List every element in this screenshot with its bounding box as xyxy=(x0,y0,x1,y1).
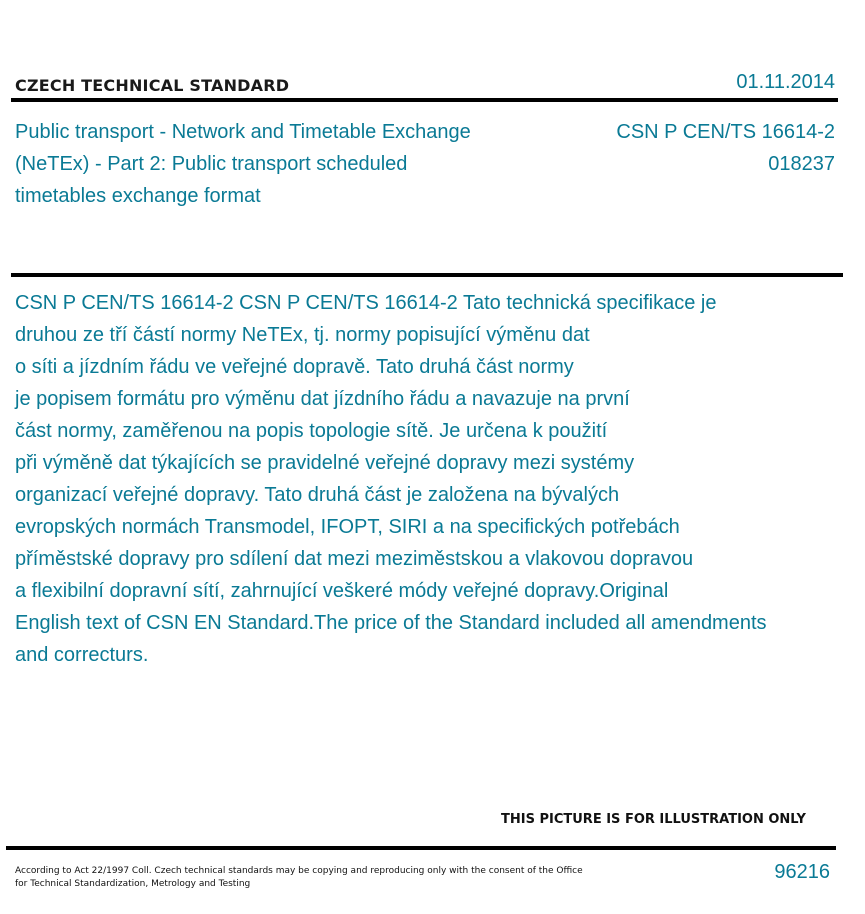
illustration-note: THIS PICTURE IS FOR ILLUSTRATION ONLY xyxy=(501,812,806,827)
standard-id-block xyxy=(616,116,835,180)
abstract-line: CSN P CEN/TS 16614-2 CSN P CEN/TS 16614-2 Tato technická specifikace je xyxy=(15,292,717,314)
title-line: timetables exchange format xyxy=(15,185,261,207)
footer-code: 96216 xyxy=(774,861,830,883)
title-line: (NeTEx) - Part 2: Public transport scheduled xyxy=(15,153,408,175)
abstract-line: část normy, zaměřenou na popis topologie sítě. Je určena k použití xyxy=(15,420,608,442)
catalog-number: 018237 xyxy=(768,153,835,175)
footer-divider xyxy=(6,846,836,850)
abstract-line: English text of CSN EN Standard.The price of the Standard included all amendments xyxy=(15,612,767,634)
legal-notice xyxy=(15,865,595,891)
abstract-line: je popisem formátu pro výměnu dat jízdního řádu a navazuje na první xyxy=(15,388,630,410)
header-label: CZECH TECHNICAL STANDARD xyxy=(15,76,290,95)
header-date: 01.11.2014 xyxy=(736,71,835,93)
legal-line: for Technical Standardization, Metrology and Testing xyxy=(15,879,251,889)
standard-number: CSN P CEN/TS 16614-2 xyxy=(616,121,835,143)
abstract-line: and correcturs. xyxy=(15,644,149,666)
header-divider xyxy=(11,98,838,102)
abstract-text xyxy=(15,287,845,671)
abstract-line: příměstské dopravy pro sdílení dat mezi meziměstskou a vlakovou dopravou xyxy=(15,548,694,570)
abstract-line: při výměně dat týkajících se pravidelné veřejné dopravy mezi systémy xyxy=(15,452,635,474)
abstract-line: organizací veřejné dopravy. Tato druhá část je založena na bývalých xyxy=(15,484,620,506)
section-divider xyxy=(11,273,843,277)
legal-line: According to Act 22/1997 Coll. Czech technical standards may be copying and reproducing only with the consent of the Office xyxy=(15,866,583,876)
abstract-line: o síti a jízdním řádu ve veřejné dopravě. Tato druhá část normy xyxy=(15,356,574,378)
abstract-line: a flexibilní dopravní sítí, zahrnující veškeré módy veřejné dopravy.Original xyxy=(15,580,669,602)
title-line: Public transport - Network and Timetable Exchange xyxy=(15,121,471,143)
abstract-line: evropských normách Transmodel, IFOPT, SIRI a na specifických potřebách xyxy=(15,516,680,538)
document-title xyxy=(15,116,535,212)
abstract-line: druhou ze tří částí normy NeTEx, tj. normy popisující výměnu dat xyxy=(15,324,590,346)
